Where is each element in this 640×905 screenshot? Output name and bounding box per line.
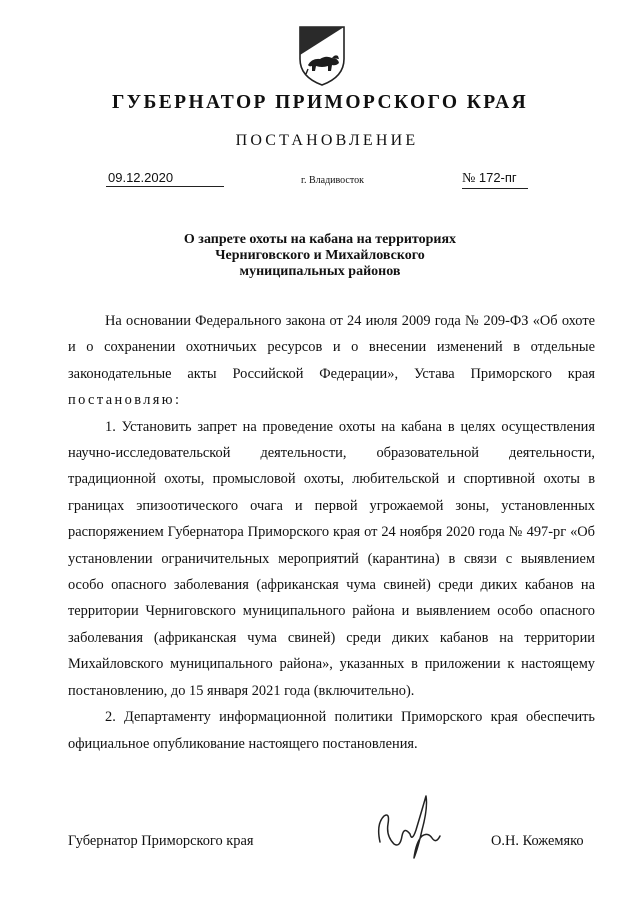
signatory-name: О.Н. Кожемяко bbox=[491, 833, 584, 849]
document-date: 09.12.2020 bbox=[106, 170, 224, 187]
preamble-text: На основании Федерального закона от 24 июля 2009 года № 209-ФЗ «Об охоте и о сохранении охотничьих ресурсов и о внесении изменений в отдельные законодательные акты Российской Федерации», Устава Приморского края bbox=[68, 313, 595, 382]
document-city: г. Владивосток bbox=[301, 175, 364, 186]
coat-of-arms-icon bbox=[294, 25, 350, 87]
document-number bbox=[462, 170, 528, 189]
document-body bbox=[68, 308, 595, 757]
authority-heading: ГУБЕРНАТОР ПРИМОРСКОГО КРАЯ bbox=[111, 92, 529, 113]
item-1-paragraph: 1. Установить запрет на проведение охоты на кабана в целях осуществления научно-исследовательской деятельности, образовательной деятельности, традиционной охоты, промысловой охоты, любительской и спортивной охоты в границах эпизоотического очага и первой угрожаемой зоны, установленных распоряжением Губернатора Приморского края от 24 ноября 2020 года № 497-рг «Об установлении ограничительных мероприятий (карантина) в связи с выявлением особо опасного заболевания (африканская чума свиней) среди диких кабанов на территории Черниговского муниципального района и выявлением особо опасного заболевания (африканская чума свиней) среди диких кабанов на территории Михайловского муниципального района», указанных в приложении к настоящему постановлению, до 15 января 2021 года (включительно). bbox=[68, 418, 595, 699]
title-line: муниципальных районов bbox=[239, 264, 401, 279]
number-sign: № bbox=[462, 171, 476, 186]
item-2-paragraph: 2. Департаменту информационной политики Приморского края обеспечить официальное опубликование настоящего постановления. bbox=[68, 709, 595, 752]
document-type: ПОСТАНОВЛЕНИЕ bbox=[235, 132, 419, 149]
title-line: О запрете охоты на кабана на территориях bbox=[183, 232, 457, 247]
resolves-text: постановляю: bbox=[68, 392, 182, 409]
handwritten-signature-icon bbox=[370, 790, 444, 862]
title-line: Черниговского и Михайловского bbox=[215, 248, 425, 263]
preamble-paragraph bbox=[68, 308, 595, 414]
signatory-position: Губернатор Приморского края bbox=[68, 833, 254, 849]
document-title bbox=[0, 232, 640, 280]
number-value: 172-пг bbox=[478, 170, 517, 185]
